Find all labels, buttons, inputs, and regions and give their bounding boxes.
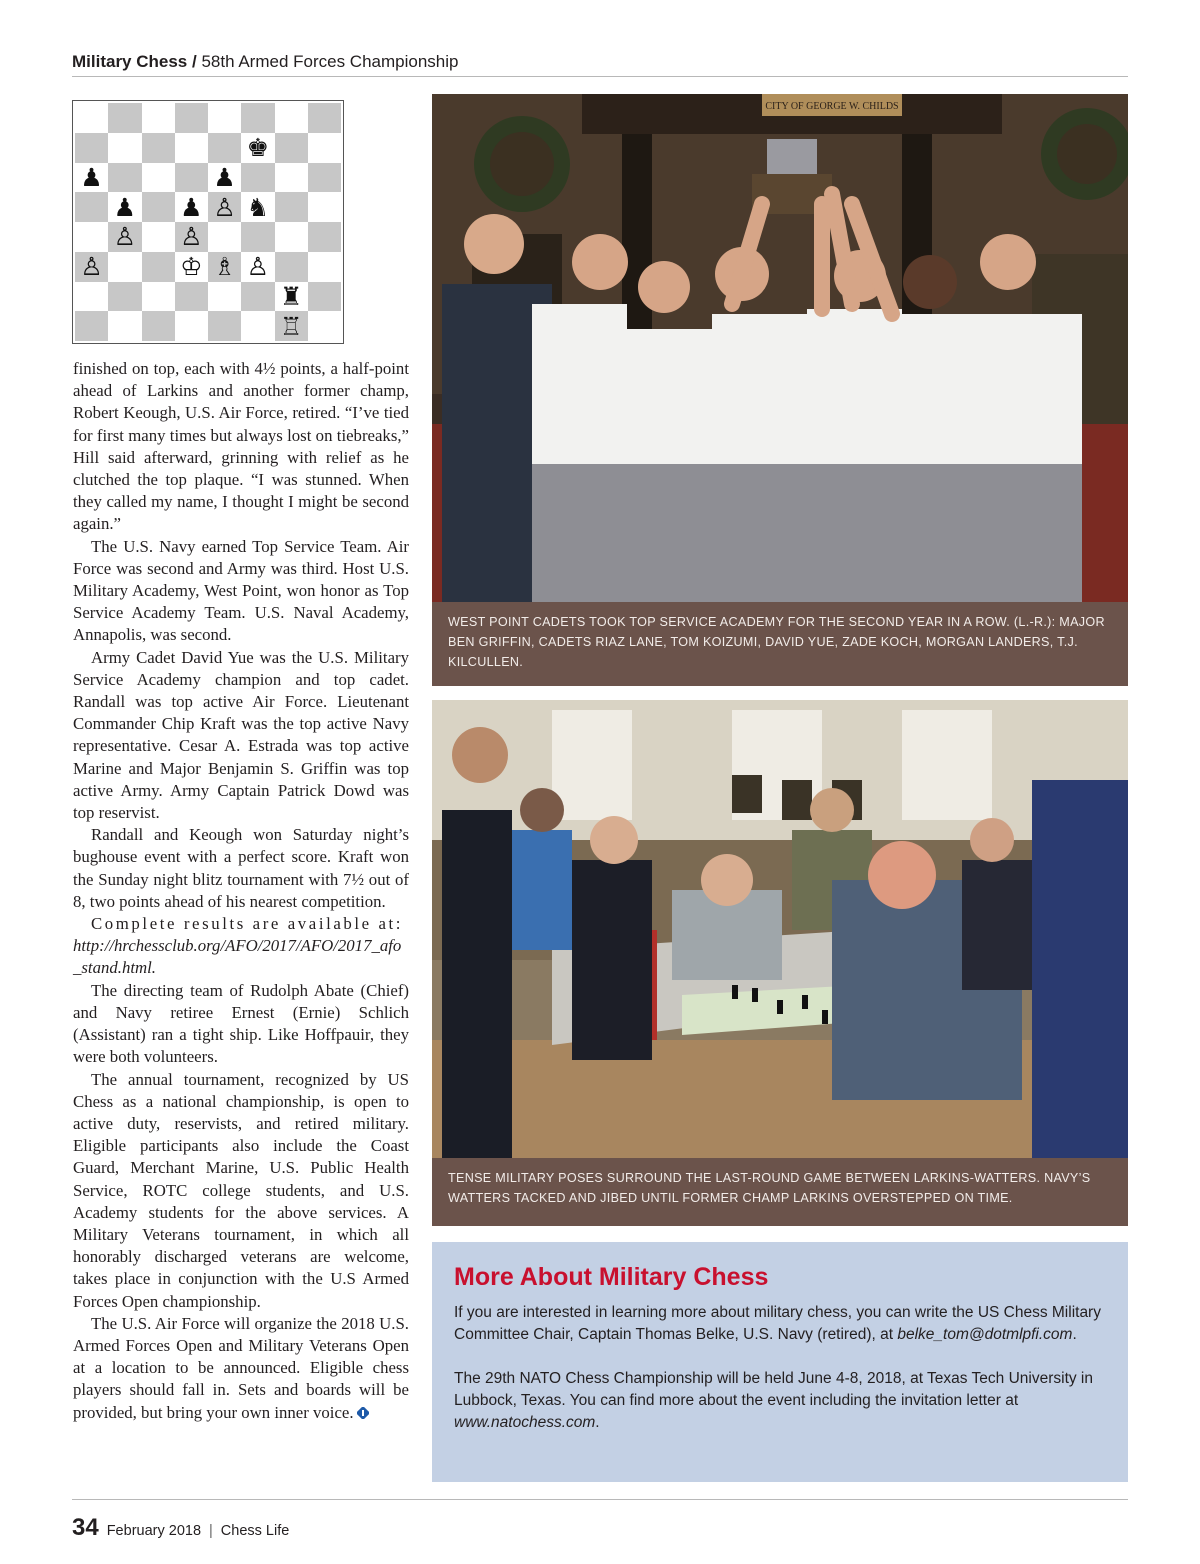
board-square xyxy=(175,163,208,193)
article-column xyxy=(73,358,409,1424)
board-square xyxy=(75,282,108,312)
board-square xyxy=(75,311,108,341)
board-square xyxy=(308,163,341,193)
header-title: 58th Armed Forces Championship xyxy=(201,52,459,71)
board-square xyxy=(241,103,274,133)
board-square xyxy=(108,252,141,282)
chess-piece-icon: ♖ xyxy=(279,311,303,341)
cadets-trophy-photo xyxy=(432,94,1128,602)
article-paragraph: finished on top, each with 4½ points, a half-point ahead of Larkins and another former champ, Robert Keough, U.S. Air Force, retired. “I’ve tied for first many times but always lost on tiebreaks,” Hill said afterward, grinning with relief as he clutched the top plaque. “I was stunned. When they called my name, I thought I might be second again.” xyxy=(73,359,409,534)
board-square xyxy=(275,282,308,312)
natochess-link[interactable]: www.natochess.com xyxy=(454,1414,596,1431)
board-square xyxy=(108,192,141,222)
board-square xyxy=(208,282,241,312)
chess-board xyxy=(75,103,341,341)
header-divider: / xyxy=(192,52,197,71)
chess-piece-icon: ♙ xyxy=(213,192,236,222)
footer-rule xyxy=(72,1499,1128,1500)
board-square xyxy=(175,192,208,222)
board-square xyxy=(208,133,241,163)
chess-piece-icon: ♗ xyxy=(213,252,236,282)
board-square xyxy=(175,103,208,133)
board-square xyxy=(241,252,274,282)
chess-piece-icon: ♔ xyxy=(180,252,203,282)
board-square xyxy=(75,163,108,193)
board-square xyxy=(241,222,274,252)
board-square xyxy=(142,133,175,163)
board-square xyxy=(275,311,308,341)
board-square xyxy=(142,252,175,282)
infobox-nato-text: The 29th NATO Chess Championship will be held June 4-8, 2018, at Texas Tech University in Lubbock, Texas. You can find more about the event including the invitation letter at xyxy=(454,1370,1093,1409)
article-paragraph: The annual tournament, recognized by US Chess as a national championship, is open to active duty, reservists, and retired military. Eligible participants also include the Coast Guard, Merchant Marine, U.S. Public Health Service, ROTC college students, and U.S. Academy students for the above services. A Military Veterans tournament, in which all honorably discharged veterans are welcome, takes place in conjunction with the U.S Armed Forces Open championship. xyxy=(73,1069,409,1311)
board-square xyxy=(75,192,108,222)
chess-piece-icon: ♚ xyxy=(246,133,270,163)
chess-piece-icon: ♜ xyxy=(279,281,303,311)
board-square xyxy=(75,222,108,252)
running-header xyxy=(72,52,1128,72)
board-square xyxy=(241,133,274,163)
page-number: 34 xyxy=(72,1514,99,1541)
board-square xyxy=(108,103,141,133)
board-square xyxy=(308,133,341,163)
infobox-paragraph-contact xyxy=(454,1302,1106,1346)
infobox-nato-end: . xyxy=(595,1414,600,1431)
chess-piece-icon: ♙ xyxy=(80,252,103,282)
results-link[interactable]: http://hrchessclub.org/AFO/2017/AFO/2017_afo_stand.html. xyxy=(73,936,402,978)
board-square xyxy=(308,252,341,282)
board-square xyxy=(175,282,208,312)
board-square xyxy=(241,163,274,193)
board-square xyxy=(108,222,141,252)
publication-name: Chess Life xyxy=(220,1523,290,1539)
page-footer xyxy=(72,1514,289,1542)
board-square xyxy=(275,133,308,163)
footer-separator: | xyxy=(209,1523,213,1539)
board-square xyxy=(175,222,208,252)
last-round-game-photo xyxy=(432,700,1128,1158)
chess-diagram xyxy=(72,100,344,344)
board-square xyxy=(241,192,274,222)
board-square xyxy=(208,163,241,193)
board-square xyxy=(275,163,308,193)
photo2-caption: TENSE MILITARY POSES SURROUND THE LAST-ROUND GAME BETWEEN LARKINS-WATTERS. NAVY’S WATTERS TACKED AND JIBED UNTIL FORMER CHAMP LARKINS OVERSTEPPED ON TIME. xyxy=(432,1158,1128,1226)
board-square xyxy=(108,163,141,193)
chess-piece-icon: ♟ xyxy=(113,192,137,222)
article-paragraph: The U.S. Navy earned Top Service Team. Air Force was second and Army was third. Host U.S. Military Academy, West Point, won honor as Top Service Academy Team. U.S. Naval Academy, Annapolis, was second. xyxy=(73,536,409,645)
article-paragraph-last xyxy=(73,1313,409,1424)
chess-piece-icon: ♙ xyxy=(113,222,137,252)
article-paragraph-text: The U.S. Air Force will organize the 2018 U.S. Armed Forces Open and Military Veterans Open at a location to be announced. Eligible chess players should fall in. Sets and boards will be provided, but bring your own inner voice. xyxy=(73,1313,409,1422)
board-square xyxy=(108,311,141,341)
board-square xyxy=(208,103,241,133)
board-square xyxy=(142,103,175,133)
chess-piece-icon: ♟ xyxy=(180,192,203,222)
board-square xyxy=(108,282,141,312)
board-square xyxy=(175,133,208,163)
end-mark-icon xyxy=(357,1407,369,1419)
chess-piece-icon: ♙ xyxy=(180,222,203,252)
board-square xyxy=(208,192,241,222)
board-square xyxy=(308,282,341,312)
chess-piece-icon: ♙ xyxy=(246,252,270,282)
board-square xyxy=(275,192,308,222)
board-square xyxy=(75,133,108,163)
board-square xyxy=(308,192,341,222)
header-section: Military Chess xyxy=(72,52,188,71)
infobox-contact-text: If you are interested in learning more about military chess, you can write the US Chess Military Committee Chair, Captain Thomas Belke, U.S. Navy (retired), at xyxy=(454,1304,1101,1343)
chess-piece-icon: ♞ xyxy=(246,192,270,222)
board-square xyxy=(75,103,108,133)
more-about-military-chess-box xyxy=(432,1242,1128,1482)
chess-piece-icon: ♟ xyxy=(213,162,236,192)
article-paragraph: The directing team of Rudolph Abate (Chief) and Navy retiree Ernest (Ernie) Schlich (Assistant) ran a tight ship. Like Hoffpauir, they were both volunteers. xyxy=(73,980,409,1067)
board-square xyxy=(175,311,208,341)
board-square xyxy=(308,222,341,252)
board-square xyxy=(275,222,308,252)
board-square xyxy=(208,252,241,282)
board-square xyxy=(142,163,175,193)
contact-email-link[interactable]: belke_tom@dotmlpfi.com xyxy=(897,1326,1073,1343)
board-square xyxy=(175,252,208,282)
board-square xyxy=(241,282,274,312)
issue-date: February 2018 xyxy=(106,1523,202,1539)
svg-text:CITY OF GEORGE W. CHILDS: CITY OF GEORGE W. CHILDS xyxy=(765,101,899,112)
board-square xyxy=(308,103,341,133)
infobox-contact-end: . xyxy=(1072,1326,1077,1343)
infobox-paragraph-nato xyxy=(454,1368,1106,1434)
board-square xyxy=(142,192,175,222)
board-square xyxy=(275,103,308,133)
board-square xyxy=(208,311,241,341)
board-square xyxy=(142,311,175,341)
board-square xyxy=(241,311,274,341)
board-square xyxy=(208,222,241,252)
chess-piece-icon: ♟ xyxy=(80,162,103,192)
header-rule xyxy=(72,76,1128,77)
infobox-title: More About Military Chess xyxy=(454,1263,769,1291)
article-paragraph: Randall and Keough won Saturday night’s bughouse event with a perfect score. Kraft won the Sunday night blitz tournament with 7½ out of 8, two points ahead of his nearest competition. xyxy=(73,825,409,911)
board-square xyxy=(142,222,175,252)
article-paragraph: Complete results are available at: xyxy=(91,914,404,934)
board-square xyxy=(308,311,341,341)
board-square xyxy=(108,133,141,163)
board-square xyxy=(75,252,108,282)
board-square xyxy=(142,282,175,312)
board-square xyxy=(275,252,308,282)
article-paragraph: Army Cadet David Yue was the U.S. Military Service Academy champion and top cadet. Randall was top active Air Force. Lieutenant Commander Chip Kraft was the top active Navy representative. Cesar A. Estrada was top active Marine and Major Benjamin S. Griffin was top active Army. Army Captain Patrick Dowd was top reservist. xyxy=(73,647,409,823)
photo1-caption: WEST POINT CADETS TOOK TOP SERVICE ACADEMY FOR THE SECOND YEAR IN A ROW. (L.-R.): MAJOR BEN GRIFFIN, CADETS RIAZ LANE, TOM KOIZUMI, DAVID YUE, ZADE KOCH, MORGAN LANDERS, T.J. KILCULLEN. xyxy=(432,602,1128,686)
